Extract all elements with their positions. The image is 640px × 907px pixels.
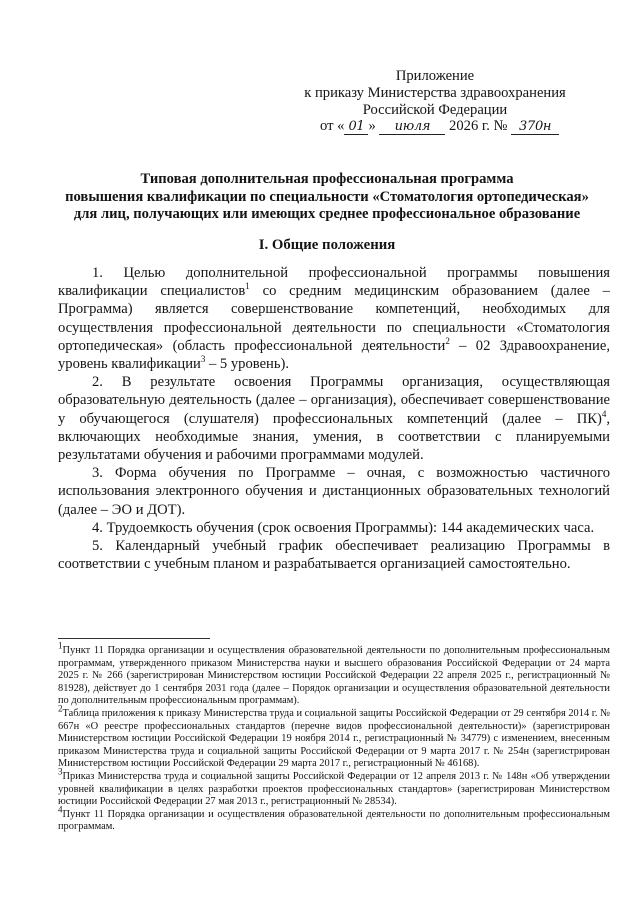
annex-order-ref: к приказу Министерства здравоохранения (304, 85, 566, 101)
p1-text-b: со средним медицинским образованием (далее – Программа) является совершенствование компетенций, необходимых для осуществления профессиональной деятельности по специальности «Стоматология ортопедическая» (область профессиональной деятельности (58, 283, 610, 354)
footnote-ref-2: 2 (445, 335, 450, 346)
footnote-4-text: Пункт 11 Порядка организации и осуществления образовательной деятельности по дополнительным профессиональным программам. (58, 808, 610, 833)
paragraph-5: 5. Календарный учебный график обеспечивает реализацию Программы в соответствии с учебным планом и разрабатывается организацией самостоятельно. (58, 538, 610, 573)
paragraph-3: 3. Форма обучения по Программе – очная, с возможностью частичного использования электронного обучения и дистанционных образовательных технологий (далее – ЭО и ДОТ). (58, 465, 610, 518)
title-line-1: Типовая дополнительная профессиональная программа (140, 171, 514, 187)
footnotes (58, 640, 610, 834)
annex-date-number (320, 118, 580, 135)
footnote-3-text: Приказ Министерства труда и социальной защиты Российской Федерации от 12 апреля 2013 г. № 148н «Об утверждении уровней квалификации в целях разработки проектов профессиональных стандартов» (зарегистрирован Министерством юстиции Российской Федерации 27 мая 2013 г., регистрационный № 28534). (58, 770, 610, 808)
footnote-2 (58, 703, 610, 771)
handwritten-month: июля (379, 120, 445, 135)
annex-country: Российской Федерации (362, 102, 508, 118)
paragraph-4: 4. Трудоемкость обучения (срок освоения Программы): 144 академических часа. (92, 519, 595, 536)
p2-text-a: 2. В результате освоения Программы организация, осуществляющая образовательную деятельность (далее – организация), обеспечивает совершенствование у обучающегося (слушателя) профессиональных компетенций (далее – ПК) (58, 374, 610, 427)
date-year: 2026 г. № (449, 118, 508, 134)
date-prefix: от « (320, 118, 345, 134)
footnote-2-text: Таблица приложения к приказу Министерства труда и социальной защиты Российской Федерации от 29 сентября 2014 г. № 667н «О реестре профессиональных стандартов (перечне видов профессиональной деятельности)» (зарегистрирован Министерством юстиции Российской Федерации 19 ноября 2014 г., регистрационный № 34779) с изменением, внесенным приказом Министерства труда и социальной защиты Российской Федерации от 9 марта 2017 г. № 254н (зарегистрирован Министерством юстиции Российской Федерации 29 марта 2017 г., регистрационный № 46168). (58, 707, 610, 770)
title-line-3: для лиц, получающих или имеющих среднее профессиональное образование (73, 206, 581, 222)
p1-text-a: 1. Целью дополнительной профессиональной программы повышения квалификации специалистов (58, 265, 610, 300)
footnote-1 (58, 640, 610, 708)
footnote-ref-3: 3 (200, 354, 206, 365)
footnote-mark-2: 2 (58, 703, 63, 714)
p2-text-b: , включающих необходимые знания, умения, в соответствии с планируемыми результатами обучения и рабочими программами модулей. (58, 410, 610, 464)
p1-text-c: – 02 Здравоохранение, уровень квалификации (58, 337, 610, 373)
footnote-separator (58, 638, 210, 639)
title-line-2: повышения квалификации по специальности «Стоматология ортопедическая» (65, 188, 589, 205)
document-body (58, 264, 610, 573)
document-title (40, 171, 614, 224)
footnote-4 (58, 804, 610, 834)
annex-label: Приложение (395, 68, 475, 84)
annex-header (300, 68, 570, 119)
section-heading: I. Общие положения (258, 237, 396, 253)
paragraph-1 (58, 264, 610, 373)
paragraph-2 (58, 373, 610, 464)
footnote-mark-1: 1 (58, 640, 63, 651)
footnote-ref-1: 1 (245, 281, 250, 292)
p1-text-d: – 5 уровень). (205, 356, 290, 373)
handwritten-day: 01 (344, 120, 368, 135)
footnote-3 (58, 766, 610, 809)
footnote-1-text: Пункт 11 Порядка организации и осуществления образовательной деятельности по дополнительным профессиональным программам, утвержденного приказом Министерства науки и высшего образования Российской Федерации от 24 марта 2025 г. № 266 (зарегистрирован Министерством юстиции Российской Федерации 22 апреля 2025 г., регистрационный № 81928), действует до 1 сентября 2031 года (далее – Порядок организации и осуществления образовательной деятельности по дополнительным профессиональным программам). (58, 645, 610, 707)
footnote-mark-4: 4 (58, 804, 63, 815)
footnote-ref-4: 4 (601, 408, 607, 419)
footnote-mark-3: 3 (58, 766, 63, 777)
date-quote-close: » (368, 118, 376, 134)
handwritten-order-number: 370н (511, 120, 559, 135)
